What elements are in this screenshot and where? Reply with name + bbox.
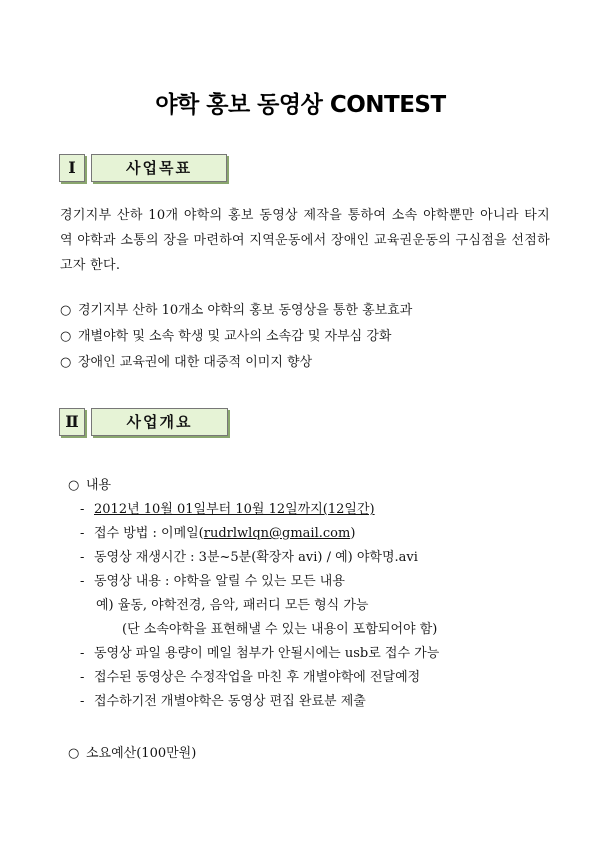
content-row: - 동영상 내용 : 야학을 알릴 수 있는 모든 내용	[80, 574, 345, 589]
section-2-label: 사업개요	[91, 408, 228, 436]
final-row: - 접수하기전 개별야학은 동영상 편집 완료분 제출	[80, 694, 366, 709]
bullet-text: 개별야학 및 소속 학생 및 교사의 소속감 및 자부심 강화	[78, 329, 392, 344]
submit-suffix: )	[350, 526, 356, 541]
budget-row	[68, 742, 548, 766]
content-header: 내용	[86, 478, 112, 493]
edit-text: 접수된 동영상은 수정작업을 마친 후 개별야학에 전달예정	[94, 670, 421, 685]
section-1-number: I	[59, 154, 85, 182]
circle-bullet-icon: ○	[68, 746, 80, 761]
note-text: (단 소속야학을 표현해낼 수 있는 내용이 포함되어야 함)	[122, 622, 438, 637]
email-link[interactable]: rudrlwlqn@gmail.com	[203, 526, 351, 541]
budget-block	[68, 742, 548, 766]
circle-bullet-icon: ○	[60, 329, 72, 344]
usb-row: - 동영상 파일 용량이 메일 첨부가 안될시에는 usb로 접수 가능	[80, 646, 440, 661]
bullet-text: 장애인 교육권에 대한 대중적 이미지 향상	[78, 355, 313, 370]
list-item	[60, 298, 560, 324]
final-text: 접수하기전 개별야학은 동영상 편집 완료분 제출	[94, 694, 366, 709]
example-row	[68, 594, 548, 618]
content-header-row	[68, 474, 548, 498]
runtime-text: 동영상 재생시간 : 3분~5분(확장자 avi) / 예) 야학명.avi	[94, 550, 418, 565]
list-item	[60, 324, 560, 350]
section-1-paragraph: 경기지부 산하 10개 야학의 홍보 동영상 제작을 통하여 소속 야학뿐만 아니라 타지역 야학과 소통의 장을 마련하여 지역운동에서 장애인 교육권운동의 구심점을 선점하고자 한다.	[60, 208, 550, 273]
example-text: 예) 율동, 야학전경, 음악, 패러디 모든 형식 가능	[96, 598, 369, 613]
note-row	[68, 618, 548, 642]
section-1-label: 사업목표	[91, 154, 227, 182]
submit-prefix: 접수 방법 : 이메일(	[94, 526, 204, 541]
period-text: 2012년 10월 01일부터 10월 12일까지(12일간)	[94, 502, 375, 517]
budget-text: 소요예산(100만원)	[86, 746, 197, 761]
section-2-content	[68, 474, 548, 714]
usb-text: 동영상 파일 용량이 메일 첨부가 안될시에는 usb로 접수 가능	[94, 646, 440, 661]
section-2-number: Ⅱ	[59, 408, 85, 436]
runtime-row: - 동영상 재생시간 : 3분~5분(확장자 avi) / 예) 야학명.avi	[80, 550, 418, 565]
submit-row: - 접수 방법 : 이메일(rudrlwlqn@gmail.com)	[80, 526, 356, 541]
content-text: 동영상 내용 : 야학을 알릴 수 있는 모든 내용	[94, 574, 345, 589]
bullet-text: 경기지부 산하 10개소 야학의 홍보 동영상을 통한 홍보효과	[78, 303, 413, 318]
edit-row: - 접수된 동영상은 수정작업을 마친 후 개별야학에 전달예정	[80, 670, 421, 685]
period-row: - 2012년 10월 01일부터 10월 12일까지(12일간)	[80, 502, 375, 517]
circle-bullet-icon: ○	[60, 303, 72, 318]
circle-bullet-icon: ○	[68, 478, 80, 493]
list-item	[60, 350, 560, 376]
document-title: 야학 홍보 동영상 CONTEST	[155, 92, 446, 118]
section-1-bullet-list	[60, 298, 560, 376]
circle-bullet-icon: ○	[60, 355, 72, 370]
